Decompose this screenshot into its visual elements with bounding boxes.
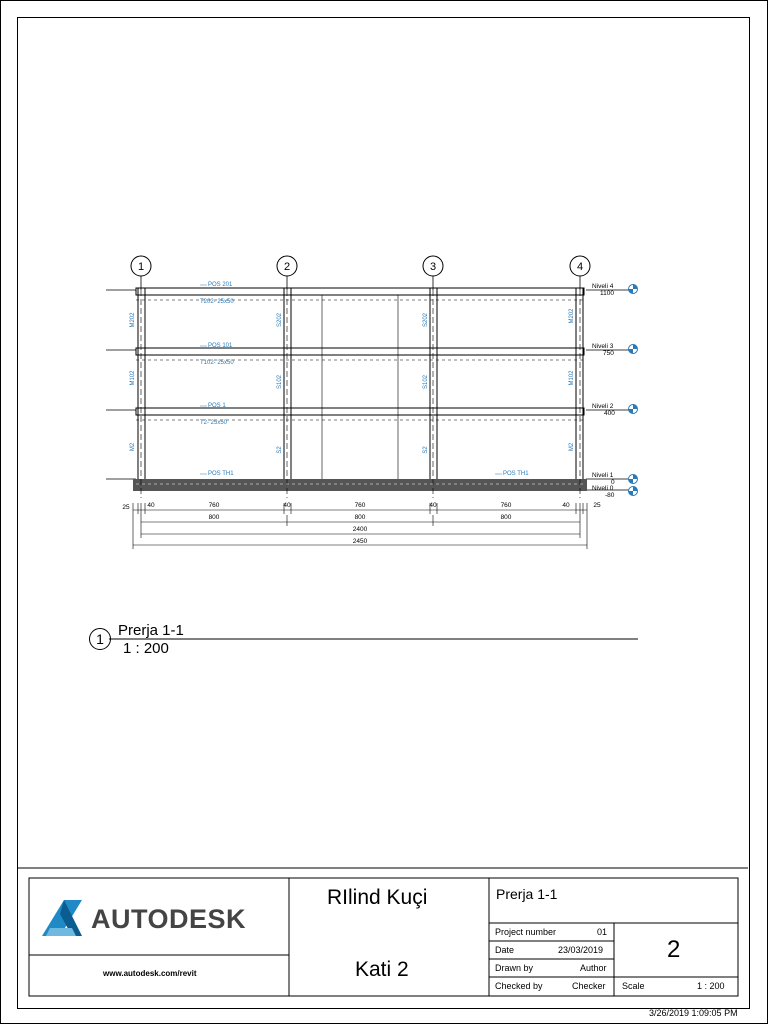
dimension-value: 760 xyxy=(500,502,512,509)
beam-tag: T102- 25x50 xyxy=(200,360,234,366)
sheet-number: 2 xyxy=(667,936,681,963)
dimension-value: 800 xyxy=(354,514,366,521)
beam-tag: POS TH1 xyxy=(503,471,529,477)
view-title-scale: 1 : 200 xyxy=(123,640,169,657)
dimension-value: 2400 xyxy=(352,526,368,533)
beam-tag-leaders xyxy=(200,285,502,474)
level-elevation: -80 xyxy=(605,492,615,499)
level-name: Niveli 3 xyxy=(592,343,614,350)
column-tag: S2 xyxy=(277,446,283,454)
view-name: Prerja 1-1 xyxy=(496,886,558,902)
level-elevation: 750 xyxy=(603,350,614,357)
sheet-name: Kati 2 xyxy=(355,958,409,981)
column-tag: M102 xyxy=(130,370,136,386)
date-label: Date xyxy=(495,945,515,955)
column-tag: M102 xyxy=(569,370,575,386)
dimension-value: 2450 xyxy=(352,538,368,545)
scale-value: 1 : 200 xyxy=(697,981,725,991)
dimension-value: 25 xyxy=(122,504,130,511)
level-name: Niveli 1 xyxy=(592,472,614,479)
dimension-value: 760 xyxy=(354,502,366,509)
owner-name: RIlind Kuçi xyxy=(327,886,428,909)
column-tag: S202 xyxy=(277,312,283,328)
column-tag: S2 xyxy=(423,446,429,454)
level-elevation: 1100 xyxy=(600,290,614,297)
dimension-value: 760 xyxy=(208,502,220,509)
column-tag: M202 xyxy=(130,312,136,328)
dimension-value: 40 xyxy=(429,502,437,509)
column-tag: M2 xyxy=(130,442,136,452)
column-tag: M2 xyxy=(569,442,575,452)
column-tag: S102 xyxy=(277,374,283,390)
project-number-label: Project number xyxy=(495,927,557,937)
grid-label: 4 xyxy=(576,261,584,273)
dimension-value: 40 xyxy=(283,502,291,509)
beam-tags xyxy=(200,282,529,477)
print-timestamp: 3/26/2019 1:09:05 PM xyxy=(649,1008,738,1018)
checked-by-label: Checked by xyxy=(495,981,543,991)
level-lines xyxy=(106,290,630,490)
project-number-value: 01 xyxy=(597,927,608,937)
grid-bubbles xyxy=(131,256,590,290)
level-target-icons xyxy=(629,285,638,496)
grid-label: 1 xyxy=(137,261,145,273)
checked-by-value: Checker xyxy=(572,981,606,991)
beam-tag: T2- 25x50 xyxy=(200,420,228,426)
drawn-by-label: Drawn by xyxy=(495,963,534,973)
column-tag: M202 xyxy=(569,308,575,324)
dimension-value: 800 xyxy=(208,514,220,521)
level-heads xyxy=(592,283,615,499)
column-tags xyxy=(130,308,575,454)
beam-tag: POS 1 xyxy=(208,403,226,409)
autodesk-logo-text: AUTODESK xyxy=(91,904,247,934)
grid-label: 2 xyxy=(283,261,291,273)
slabs xyxy=(136,288,584,415)
scale-label: Scale xyxy=(622,981,645,991)
grid-centerlines xyxy=(136,290,584,498)
date-value: 23/03/2019 xyxy=(558,945,604,955)
beam-tag: POS 101 xyxy=(208,343,233,349)
autodesk-logo-icon xyxy=(42,900,82,936)
level-elevation: 0 xyxy=(611,479,615,486)
column-tag: S202 xyxy=(423,312,429,328)
view-title-name: Prerja 1-1 xyxy=(118,622,184,639)
level-name: Niveli 4 xyxy=(592,283,614,290)
dimension-value: 800 xyxy=(500,514,512,521)
view-number-bubble: 1 xyxy=(89,628,111,650)
dimension-value: 25 xyxy=(593,502,601,509)
grid-label: 3 xyxy=(429,261,437,273)
drawn-by-value: Author xyxy=(580,963,607,973)
beam-tag: POS 201 xyxy=(208,282,233,288)
dimension-value: 40 xyxy=(562,502,570,509)
foundation xyxy=(133,479,587,491)
columns xyxy=(138,288,583,479)
beam-tag: T202- 25x50 xyxy=(200,299,234,305)
beam-tag: POS TH1 xyxy=(208,471,234,477)
column-tag: S102 xyxy=(423,374,429,390)
dimension-text xyxy=(122,502,601,545)
level-name: Niveli 2 xyxy=(592,403,614,410)
level-elevation: 400 xyxy=(604,410,615,417)
level-name: Niveli 0 xyxy=(592,485,614,492)
website-text: www.autodesk.com/revit xyxy=(103,969,197,978)
dimension-value: 40 xyxy=(147,502,155,509)
